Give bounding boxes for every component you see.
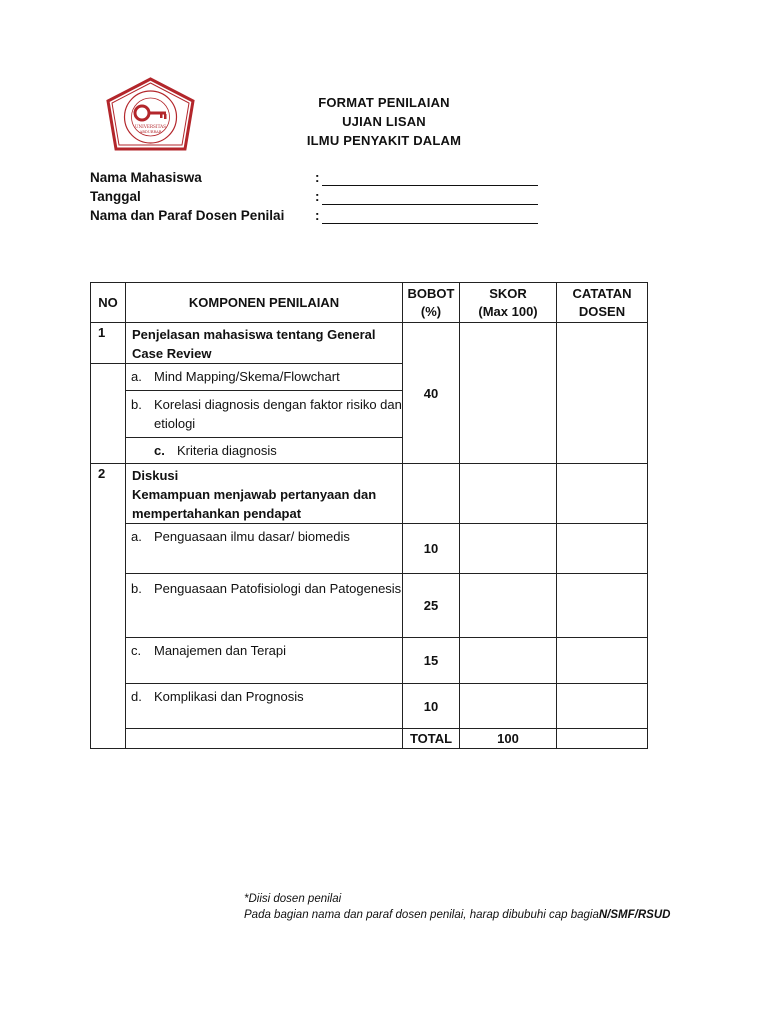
header-bobot: BOBOT (%) bbox=[403, 283, 460, 323]
colon: : bbox=[315, 170, 320, 185]
score-cell[interactable] bbox=[460, 574, 557, 638]
student-name-label: Nama Mahasiswa bbox=[90, 170, 202, 185]
section-title: Penjelasan mahasiswa tentang General Case Review bbox=[126, 323, 403, 364]
score-cell[interactable] bbox=[460, 684, 557, 729]
bobot-value: 25 bbox=[403, 574, 460, 638]
notes-cell[interactable] bbox=[557, 323, 648, 464]
svg-text:ABDURRAB: ABDURRAB bbox=[139, 130, 162, 134]
notes-cell[interactable] bbox=[557, 574, 648, 638]
footnote: *Diisi dosen penilai bbox=[244, 893, 342, 905]
criteria-item: d. Komplikasi dan Prognosis bbox=[126, 684, 403, 729]
criteria-item: b. Korelasi diagnosis dengan faktor risiko dan etiologi bbox=[126, 391, 403, 438]
bobot-value: 10 bbox=[403, 524, 460, 574]
section-title: Diskusi Kemampuan menjawab pertanyaan dan mempertahankan pendapat bbox=[126, 464, 403, 524]
date-label: Tanggal bbox=[90, 189, 141, 204]
total-label: TOTAL bbox=[403, 729, 460, 749]
svg-text:UNIVERSITAS: UNIVERSITAS bbox=[134, 124, 167, 129]
criteria-item: c. Kriteria diagnosis bbox=[126, 438, 403, 464]
criteria-item: a. Mind Mapping/Skema/Flowchart bbox=[126, 364, 403, 391]
footnote-instructions: Pada bagian nama dan paraf dosen penilai, harap dibubuhi cap bagiaN/SMF/RSUD bbox=[244, 909, 671, 921]
criteria-item: a. Penguasaan ilmu dasar/ biomedis bbox=[126, 524, 403, 574]
student-name-field[interactable] bbox=[322, 185, 538, 186]
row-number: 1 bbox=[91, 323, 126, 364]
bobot-value: 40 bbox=[403, 323, 460, 464]
assessment-table bbox=[90, 282, 648, 749]
header-catatan: CATATAN DOSEN bbox=[557, 283, 648, 323]
notes-cell[interactable] bbox=[557, 464, 648, 524]
score-cell[interactable] bbox=[460, 323, 557, 464]
header-no: NO bbox=[91, 283, 126, 323]
university-seal-logo bbox=[104, 77, 197, 159]
header-komponen: KOMPONEN PENILAIAN bbox=[126, 283, 403, 323]
examiner-field[interactable] bbox=[322, 223, 538, 224]
examiner-label: Nama dan Paraf Dosen Penilai bbox=[90, 208, 285, 223]
exam-type: UJIAN LISAN bbox=[342, 114, 426, 129]
score-cell[interactable] bbox=[460, 524, 557, 574]
score-cell[interactable] bbox=[460, 464, 557, 524]
bobot-value: 15 bbox=[403, 638, 460, 684]
colon: : bbox=[315, 189, 320, 204]
notes-cell[interactable] bbox=[557, 524, 648, 574]
form-title: FORMAT PENILAIAN bbox=[318, 95, 450, 110]
bobot-value: 10 bbox=[403, 684, 460, 729]
colon: : bbox=[315, 208, 320, 223]
total-score-cell[interactable] bbox=[557, 729, 648, 749]
criteria-item: c. Manajemen dan Terapi bbox=[126, 638, 403, 684]
header-skor: SKOR (Max 100) bbox=[460, 283, 557, 323]
row-number: 2 bbox=[91, 464, 126, 749]
department-name: ILMU PENYAKIT DALAM bbox=[306, 133, 462, 148]
criteria-item: b. Penguasaan Patofisiologi dan Patogenesis bbox=[126, 574, 403, 638]
notes-cell[interactable] bbox=[557, 684, 648, 729]
score-cell[interactable] bbox=[460, 638, 557, 684]
date-field[interactable] bbox=[322, 204, 538, 205]
total-value: 100 bbox=[460, 729, 557, 749]
notes-cell[interactable] bbox=[557, 638, 648, 684]
